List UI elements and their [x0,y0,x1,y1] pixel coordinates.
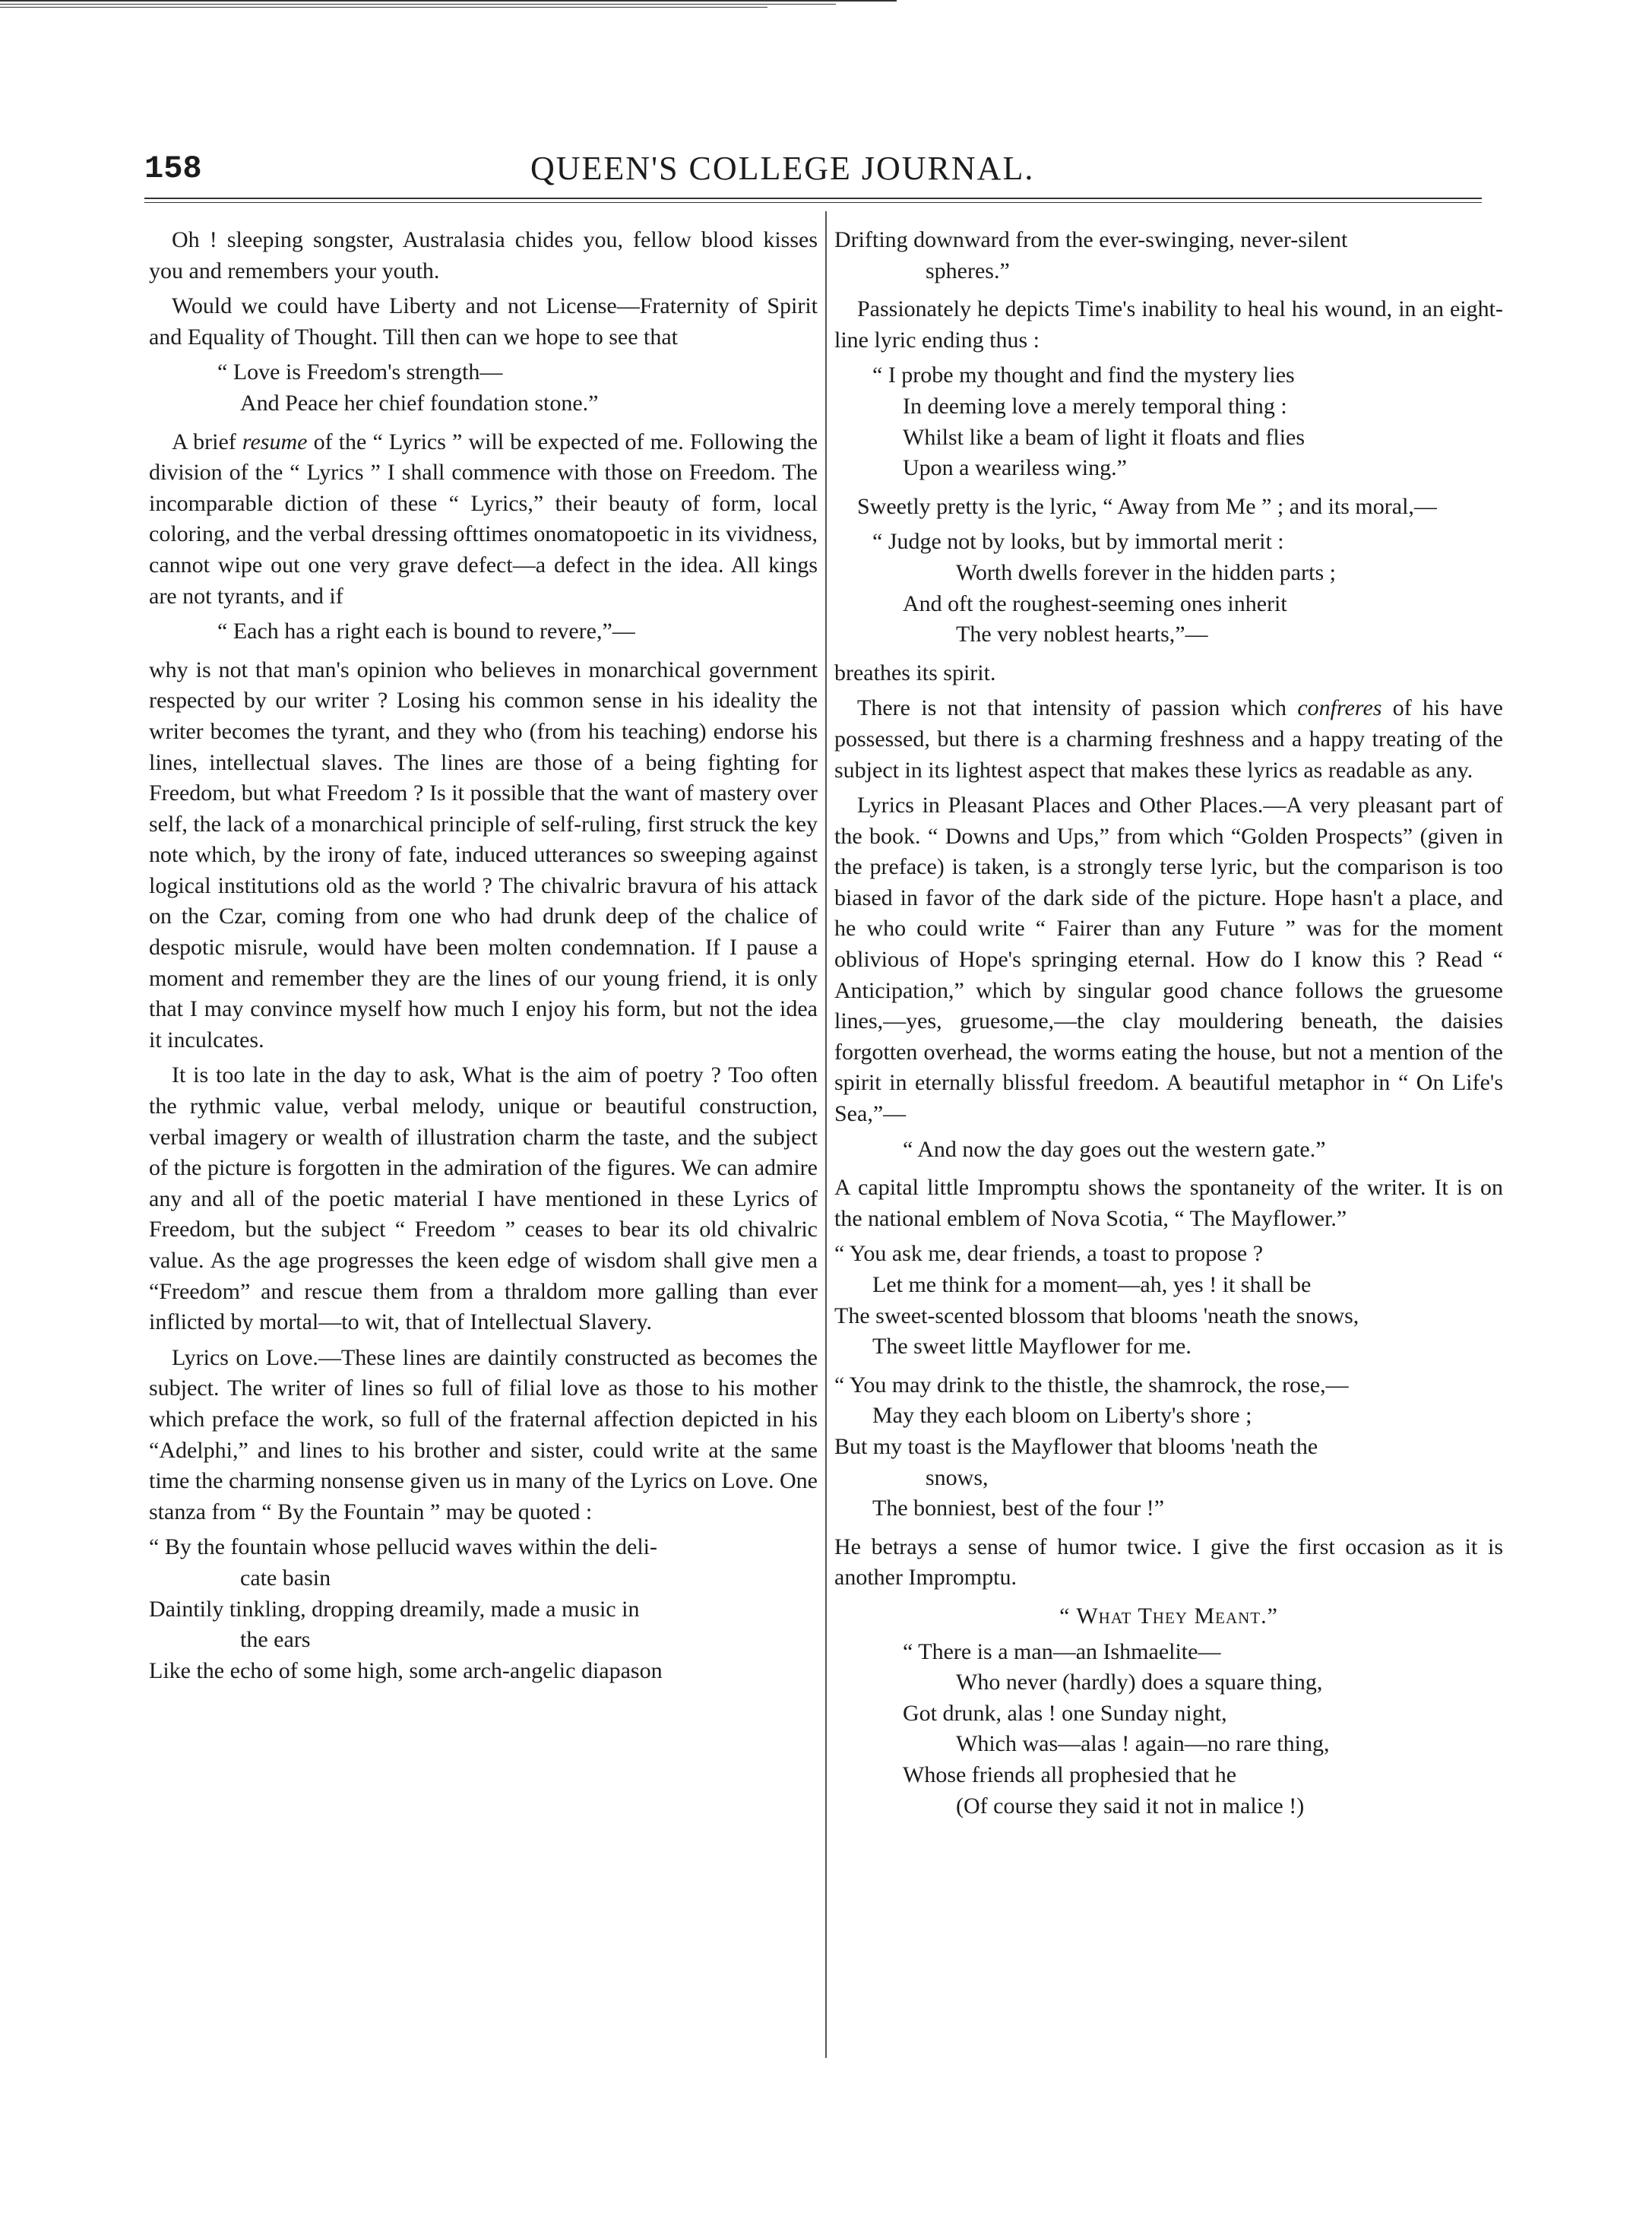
paragraph: why is not that man's opinion who believes in monarchical government respected by our writer ? Losing his common sense in his ideality the writer becomes the tyrant, and they who (from his teaching) endorse his lines, intellectual slaves. The lines are those of a being fighting for Freedom, but what Freedom ? Is it possible that the want of mastery over self, the lack of a monarchical principle of self-ruling, first struck the key note which, by the irony of fate, induced utterances so sweeping against logical institutions old as the world ? The chivalric bravura of his attack on the Czar, coming from one who had drunk deep of the chalice of despotic misrule, would have been molten condemnation. If I pause a moment and remember they are the lines of our young friend, it is only that I may convince myself how much I enjoy his form, but not the idea it inculcates. [149,657,818,1053]
verse-line: Let me think for a moment—ah, yes ! it shall be [872,1272,1312,1297]
verse-line: The sweet little Mayflower for me. [872,1334,1192,1360]
page-number: 158 [144,150,202,187]
verse-line: The very noblest hearts,”— [956,622,1208,647]
verse-line: “ I probe my thought and find the mystery lies [872,362,1295,388]
verse-line: Daintily tinkling, dropping dreamily, made a music in [149,1596,640,1622]
verse-line: Whose friends all prophesied that he [903,1762,1237,1787]
verse-line: “ You may drink to the thistle, the shamrock, the rose,— [834,1372,1349,1398]
verse-line: “ Each has a right each is bound to revere,”— [217,619,635,644]
verse-line: But my toast is the Mayflower that blooms 'neath the [834,1433,1318,1459]
verse-line: Drifting downward from the ever-swinging, never-silent [834,227,1348,252]
verse-line: cate basin [240,1565,331,1591]
verse-quote [149,616,818,647]
verse-quote [834,1370,1503,1524]
verse-quote [149,357,818,419]
paragraph [834,693,1503,786]
header-rule [144,198,1482,206]
paragraph: Would we could have Liberty and not License—Fraternity of Spirit and Equality of Thought. Till then can we hope to see that [149,293,818,350]
verse-line: May they each bloom on Liberty's shore ; [872,1403,1252,1429]
verse-line: “ Love is Freedom's strength— [217,359,503,385]
right-column [834,225,1503,1829]
top-border-rule [0,0,897,11]
left-column [149,225,818,1694]
paragraph: breathes its spirit. [834,660,996,685]
paragraph: It is too late in the day to ask, What is the aim of poetry ? Too often the rythmic value, verbal melody, unique or beautiful construction, verbal imagery or wealth of illustration charm the taste, and the subject of the picture is forgotten in the admiration of the figures. We can admire any and all of the poetic material I have mentioned in these Lyrics of Freedom, but the subject “ Freedom ” ceases to bear its old chivalric value. As the age progresses the keen edge of wisdom shall give men a “Freedom” and rescue them from a thraldom more galling than ever inflicted by mortal—to wit, that of Intellectual Slavery. [149,1062,818,1335]
paragraph: A capital little Impromptu shows the spontaneity of the writer. It is on the national emblem of Nova Scotia, “ The Mayflower.” [834,1175,1503,1231]
text-run: of the “ Lyrics ” will be expected of me. Following the division of the “ Lyrics ” I shall commence with those on Freedom. The incomparable diction of these “ Lyrics,” their beauty of form, local coloring, and the verbal dressing ofttimes onomatopoetic in its vividness, cannot wipe out one very grave defect—a defect in the idea. All kings are not tyrants, and if [149,429,818,609]
text-run: A brief [172,429,242,454]
page-header [144,149,1474,196]
paragraph: Oh ! sleeping songster, Australasia chides you, fellow blood kisses you and remembers your youth. [149,227,818,283]
verse-line: the ears [240,1627,311,1653]
verse-quote [834,527,1503,650]
verse-line: In deeming love a merely temporal thing : [903,393,1287,419]
text-run: There is not that intensity of passion which [857,695,1298,721]
italic-word: resume [242,429,308,454]
verse-quote [834,1637,1503,1822]
verse-line: “ Judge not by looks, but by immortal merit : [872,529,1284,555]
paragraph: He betrays a sense of humor twice. I give the first occasion as it is another Impromptu. [834,1534,1503,1591]
verse-quote [834,360,1503,483]
verse-line: Which was—alas ! again—no rare thing, [956,1731,1330,1757]
verse-line: Upon a weariless wing.” [903,455,1127,481]
paragraph [149,427,818,613]
text-run: of his have possessed, but there is a charming freshness and a happy treating of the subject in its lightest aspect that makes these lyrics as readable as any. [834,695,1503,783]
column-divider [825,211,827,2058]
verse-quote [834,1239,1503,1362]
paragraph: Lyrics in Pleasant Places and Other Places.—A very pleasant part of the book. “ Downs and Ups,” from which “Golden Prospects” (given in the preface) is taken, is a strongly terse lyric, but the comparison is too biased in favor of the dark side of the picture. Hope hasn't a place, and he who could write “ Fairer than any Future ” was for the moment oblivious of Hope's springing eternal. How do I know this ? Read “ Anticipation,” which by singular good chance follows the gruesome lines,—yes, gruesome,—the clay mouldering beneath, the daisies forgotten overhead, the worms eating the house, but not a mention of the spirit in eternally blissful freedom. A beautiful metaphor in “ On Life's Sea,”— [834,793,1503,1127]
verse-line: (Of course they said it not in malice !) [956,1793,1305,1819]
verse-line: Whilst like a beam of light it floats and flies [903,424,1305,450]
verse-line: “ There is a man—an Ishmaelite— [903,1638,1221,1664]
verse-line: Like the echo of some high, some arch-angelic diapason [149,1657,663,1683]
paragraph: Sweetly pretty is the lyric, “ Away from Me ” ; and its moral,— [857,493,1437,519]
verse-line: The sweet-scented blossom that blooms 'neath the snows, [834,1303,1359,1328]
verse-line: The bonniest, best of the four !” [872,1496,1165,1521]
verse-line: Worth dwells forever in the hidden parts ; [956,559,1336,585]
verse-line: And oft the roughest-seeming ones inherit [903,590,1287,616]
paragraph: Lyrics on Love.—These lines are daintily constructed as becomes the subject. The writer of lines so full of filial love as those to his mother which preface the work, so full of the fraternal affection depicted in his “Adelphi,” and lines to his brother and sister, could write at the same time the charming nonsense given us in many of the Lyrics on Love. One stanza from “ By the Fountain ” may be quoted : [149,1344,818,1524]
verse-quote [834,1135,1503,1166]
verse-line: “ And now the day goes out the western gate.” [903,1136,1326,1162]
verse-line: snows, [926,1464,989,1490]
italic-word: confreres [1297,695,1382,721]
verse-quote [149,1532,818,1686]
journal-title: QUEEN'S COLLEGE JOURNAL. [530,150,1035,187]
verse-line: Who never (hardly) does a square thing, [956,1670,1323,1695]
verse-quote [834,225,1503,286]
verse-line: spheres.” [926,258,1010,283]
verse-line: “ By the fountain whose pellucid waves within the deli- [149,1534,658,1560]
verse-line: “ You ask me, dear friends, a toast to propose ? [834,1241,1264,1267]
verse-line: And Peace her chief foundation stone.” [240,390,599,416]
paragraph: Passionately he depicts Time's inability to heal his wound, in an eight-line lyric ending thus : [834,296,1503,353]
verse-line: Got drunk, alas ! one Sunday night, [903,1700,1227,1726]
poem-heading: “ What They Meant.” [1059,1603,1278,1629]
